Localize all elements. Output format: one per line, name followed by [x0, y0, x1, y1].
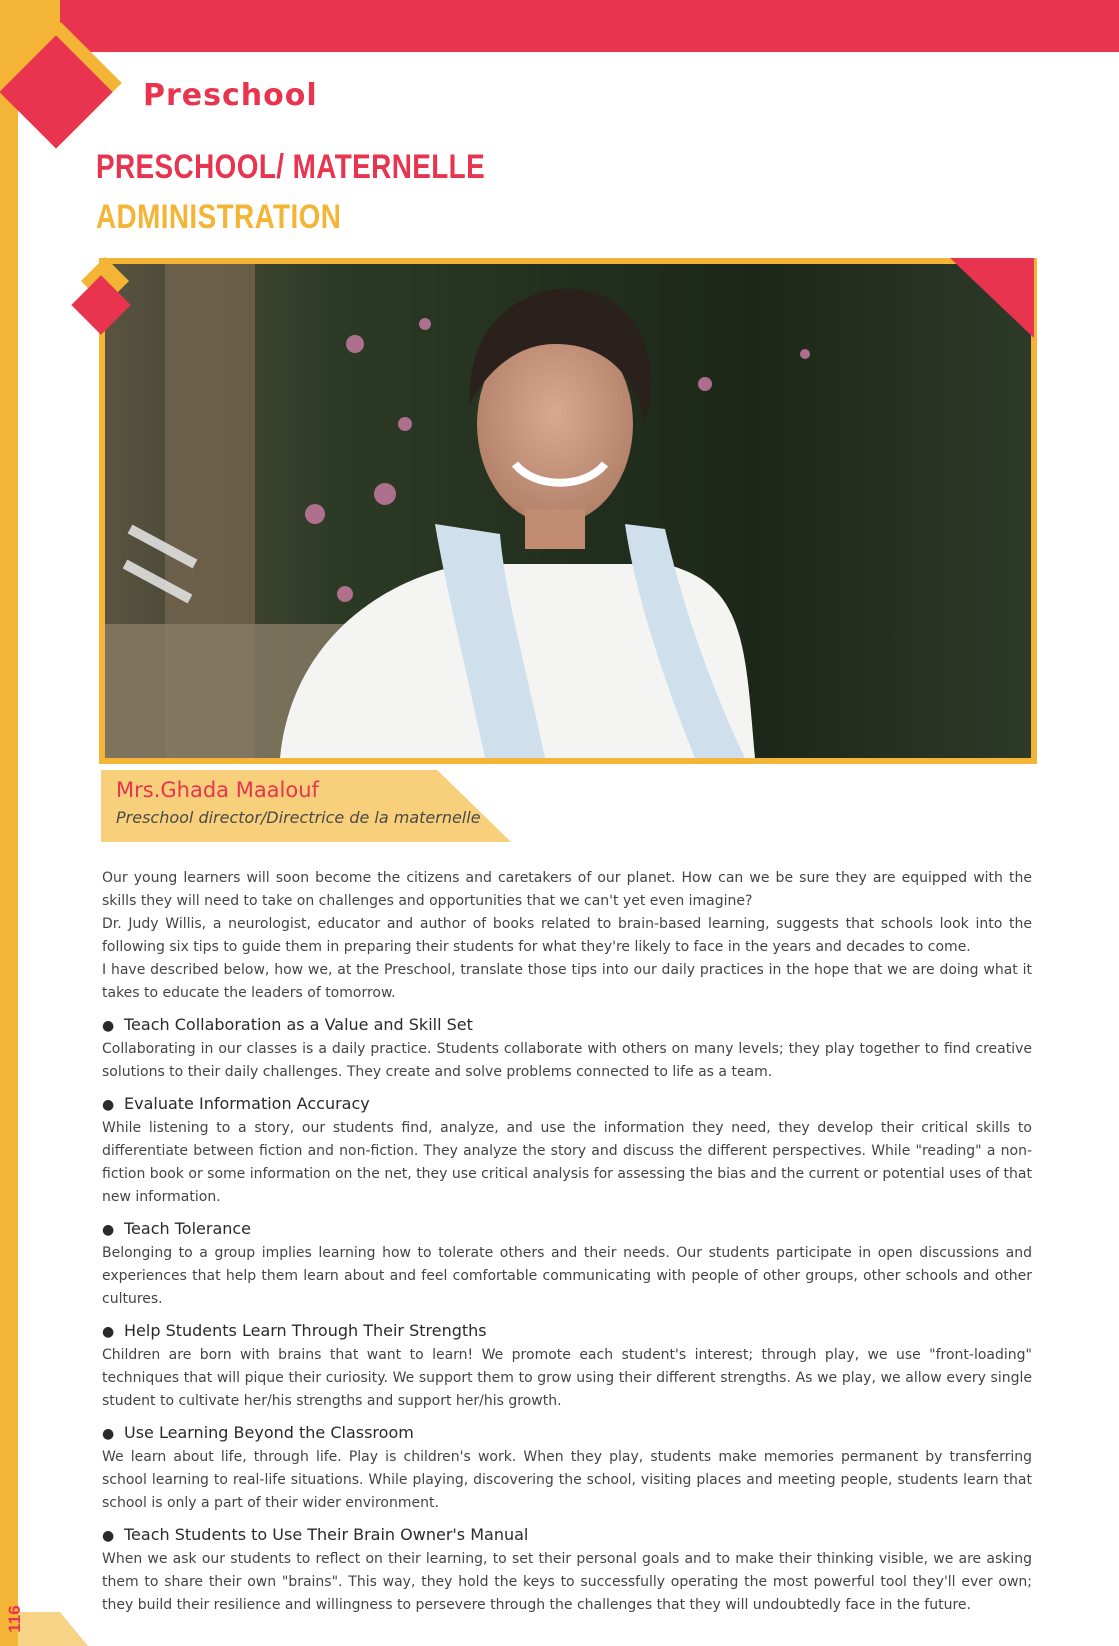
page-number: 116 — [5, 1605, 24, 1633]
intro-paragraph: Dr. Judy Willis, a neurologist, educator and author of books related to brain-based learning, suggests that schools look into the following six tips to guide them in preparing their students for what they're likely to face in the years and decades to come. — [102, 916, 1032, 955]
tip-item — [102, 1217, 1032, 1311]
tip-item — [102, 1319, 1032, 1413]
tip-text: Children are born with brains that want to learn! We promote each student's interest; through play, we use "front-loading" techniques that will pique their curiosity. We support them to grow using their different strengths. As we play, we allow every single student to cultivate her/his strengths and support her/his growth. — [102, 1347, 1032, 1409]
left-border-strip — [0, 0, 18, 1646]
bullet-icon: ● — [102, 1018, 115, 1034]
tip-title: Help Students Learn Through Their Strengths — [124, 1321, 487, 1340]
page-subtitle: ADMINISTRATION — [96, 198, 342, 236]
bullet-icon: ● — [102, 1222, 115, 1238]
bullet-icon: ● — [102, 1324, 115, 1340]
intro-paragraph: Our young learners will soon become the citizens and caretakers of our planet. How can we be sure they are equipped with the skills they will need to take on challenges and opportunities that we can't yet even imagine? — [102, 870, 1032, 909]
tip-title: Use Learning Beyond the Classroom — [124, 1423, 414, 1442]
caption-role: Preschool director/Directrice de la maternelle — [116, 808, 481, 827]
tip-item — [102, 1523, 1032, 1617]
tip-text: When we ask our students to reflect on their learning, to set their personal goals and to make their thinking visible, we are asking them to share their own "brains". This way, they hold the keys to successfully operating the most powerful tool they'll ever own; they build their resilience and willingness to persevere through the challenges that they will undoubtedly face in the future. — [102, 1551, 1032, 1613]
intro-paragraph: I have described below, how we, at the Preschool, translate those tips into our daily practices in the hope that we are doing what it takes to educate the leaders of tomorrow. — [102, 962, 1032, 1001]
bullet-icon: ● — [102, 1426, 115, 1442]
page-title: PRESCHOOL/ MATERNELLE — [96, 148, 486, 186]
tip-title: Teach Tolerance — [124, 1219, 252, 1238]
top-banner — [0, 0, 1119, 52]
tip-text: Collaborating in our classes is a daily practice. Students collaborate with others on many levels; they play together to find creative solutions to their daily challenges. They create and solve problems connected to life as a team. — [102, 1041, 1032, 1080]
caption-name: Mrs.Ghada Maalouf — [116, 778, 319, 802]
tip-text: We learn about life, through life. Play is children's work. When they play, students make memories permanent by transferring school learning to real-life situations. While playing, discovering the school, visiting places and meeting people, students learn that school is only a part of their wider environment. — [102, 1449, 1032, 1511]
bullet-icon: ● — [102, 1528, 115, 1544]
tip-item — [102, 1421, 1032, 1515]
section-tag: Preschool — [143, 78, 318, 113]
bullet-icon: ● — [102, 1097, 115, 1113]
tip-text: Belonging to a group implies learning how to tolerate others and their needs. Our students participate in open discussions and experiences that help them learn about and feel comfortable communicating with people of other groups, other schools and other cultures. — [102, 1245, 1032, 1307]
tip-item — [102, 1013, 1032, 1084]
article-body — [102, 867, 1032, 1617]
portrait-photo — [99, 258, 1037, 764]
tip-item — [102, 1092, 1032, 1209]
portrait-image — [105, 264, 1031, 758]
tip-title: Evaluate Information Accuracy — [124, 1094, 370, 1113]
tip-title: Teach Students to Use Their Brain Owner's Manual — [124, 1525, 529, 1544]
tip-title: Teach Collaboration as a Value and Skill Set — [124, 1015, 473, 1034]
tip-text: While listening to a story, our students find, analyze, and use the information they need, they develop their critical skills to differentiate between fiction and non-fiction. They analyze the story and discuss the different perspectives. While "reading" a non-fiction book or some information on the net, they use critical analysis for assessing the bias and the current or potential uses of that new information. — [102, 1120, 1032, 1205]
